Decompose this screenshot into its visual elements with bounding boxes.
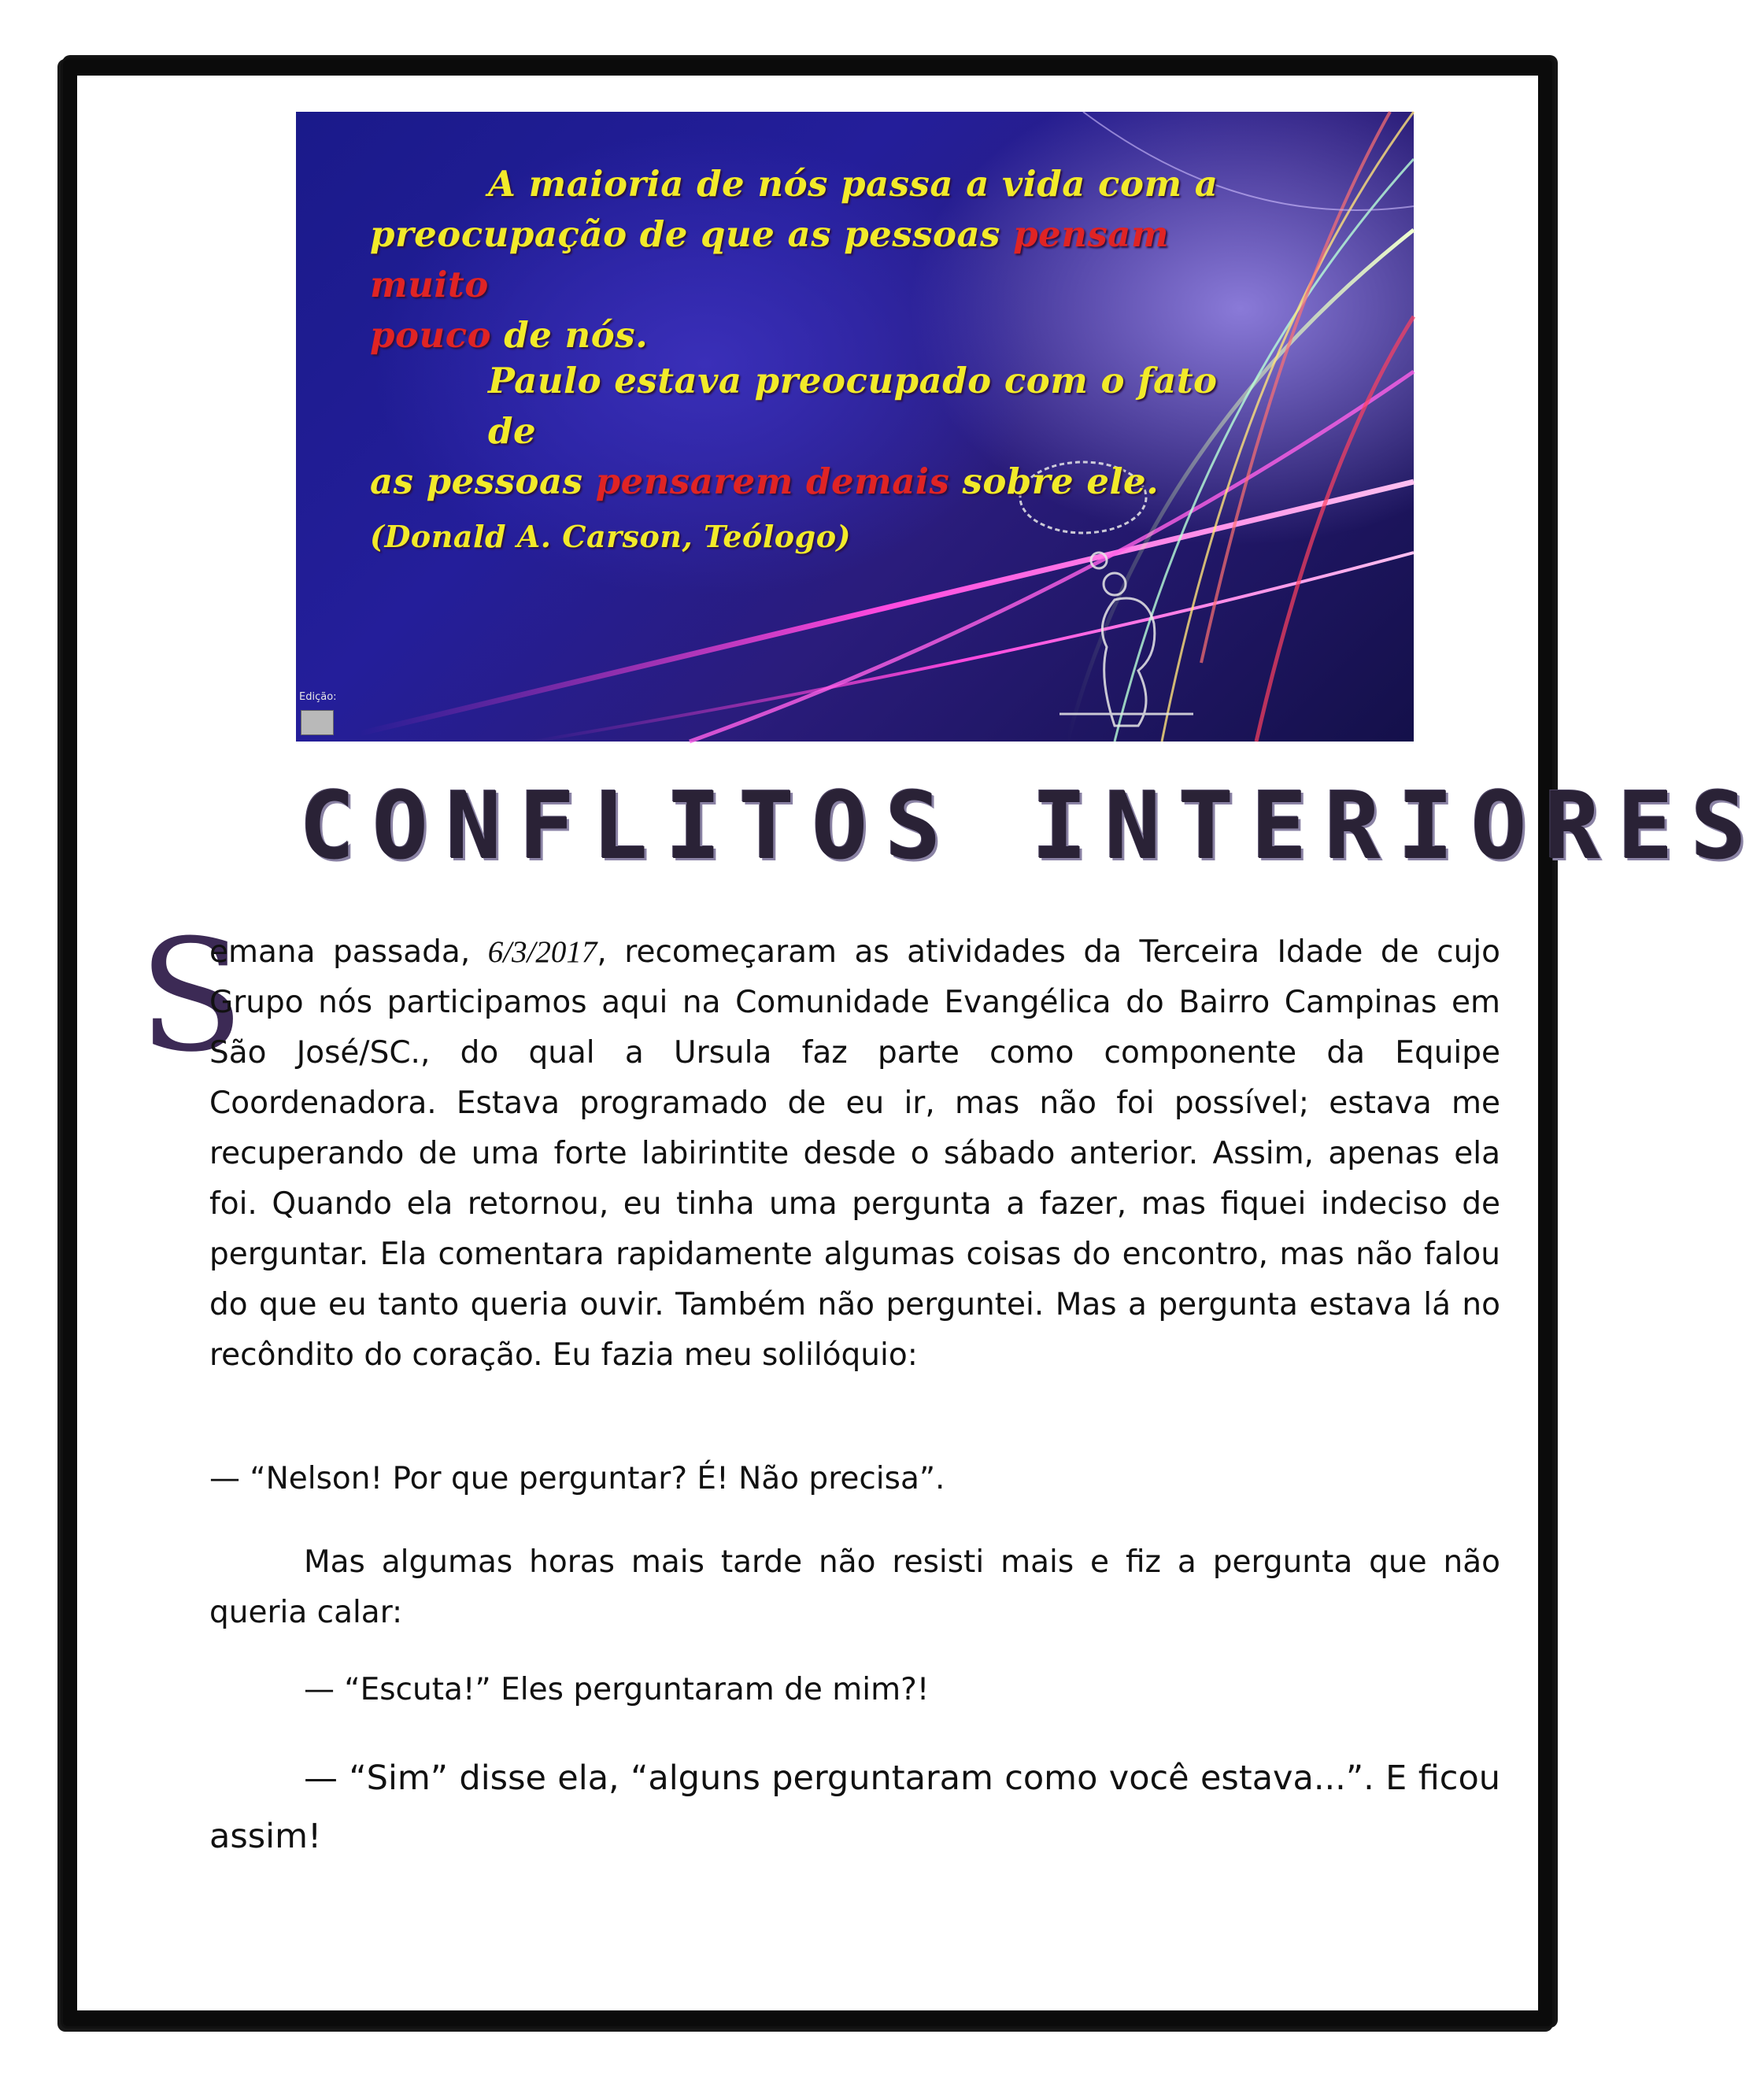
article-date: 6/3/2017 — [487, 935, 597, 969]
quote-line: de nós. — [491, 314, 649, 356]
drop-cap: S — [139, 907, 245, 1086]
quote-banner-image — [296, 112, 1414, 742]
paragraph-text: emana passada, — [209, 934, 488, 970]
page-title: CONFLITOS INTERIORES — [299, 771, 1764, 880]
editor-avatar — [301, 710, 334, 735]
edition-credit: Edição: — [299, 691, 337, 703]
quote-paragraph-2 — [370, 356, 1275, 507]
dialog-line-1: — “Nelson! Por que perguntar? É! Não precisa”. — [209, 1461, 945, 1496]
quote-highlight: pensarem demais — [595, 460, 950, 502]
dialog-line-3: — “Sim” disse ela, “alguns perguntaram como você estava...”. E ficou assim! — [209, 1759, 1500, 1856]
quote-line: A maioria de nós passa a vida com a — [488, 163, 1219, 205]
paragraph-text: , recomeçaram as atividades da Terceira Idade de cujo Grupo nós participamos aqui na Comunidade Evangélica do Bairro Campinas em São José/SC., do qual a Ursula faz parte como componente da Equipe Coordenadora. Estava programado de eu ir, mas não foi possível; estava me recuperando de uma forte labirintite desde o sábado anterior. Assim, apenas ela foi. Quando ela retornou, eu tinha uma pergunta a fazer, mas fiquei indeciso de perguntar. Ela comentara rapidamente algumas coisas do encontro, mas não falou do que eu tanto queria ouvir. Também não perguntei. Mas a pergunta estava lá no recôndito do coração. Eu fazia meu solilóquio: — [209, 934, 1500, 1373]
quote-highlight: pouco — [370, 314, 492, 356]
article-paragraph-1 — [209, 927, 1500, 1381]
quote-line: as pessoas — [370, 460, 596, 502]
quote-line: Paulo estava preocupado com o fato de — [488, 360, 1218, 452]
quote-author: (Donald A. Carson, Teólogo) — [370, 519, 852, 554]
dialog-line-2: — “Escuta!” Eles perguntaram de mim?! — [304, 1672, 930, 1707]
article-paragraph-2: Mas algumas horas mais tarde não resisti mais e fiz a pergunta que não queria calar: — [209, 1544, 1500, 1630]
quote-highlight: pensam muito — [370, 213, 1170, 305]
quote-line: sobre ele. — [949, 460, 1159, 502]
quote-paragraph-1 — [370, 159, 1275, 361]
quote-line: preocupação de que as pessoas — [370, 213, 1014, 255]
